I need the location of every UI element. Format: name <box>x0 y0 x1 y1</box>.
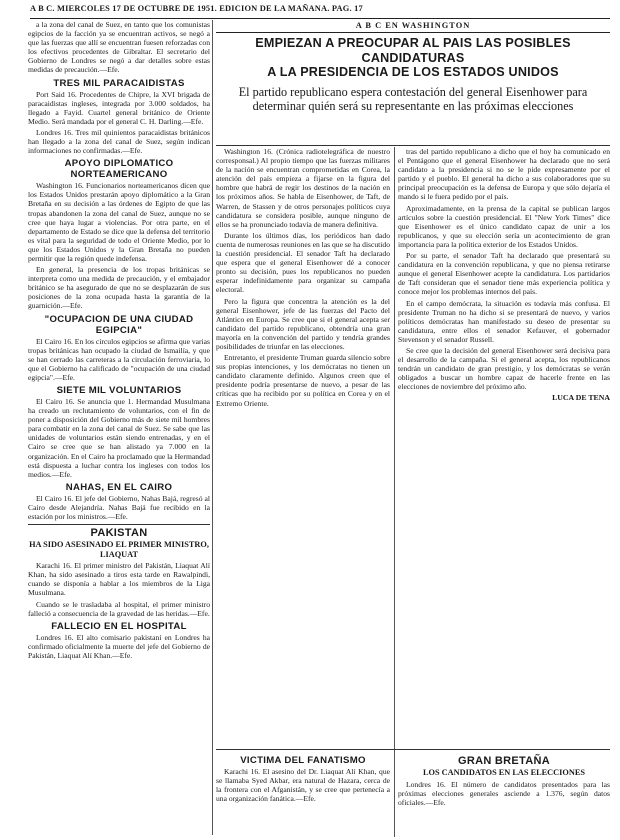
section-tres-mil-paracaidistas <box>28 78 210 156</box>
headline-line-1: EMPIEZAN A PREOCUPAR AL PAIS LAS POSIBLES CANDIDATURAS <box>255 36 571 65</box>
column-divider <box>212 20 213 835</box>
section-nahas-en-el-cairo <box>28 482 210 521</box>
byline-signature: LUCA DE TENA <box>552 393 610 403</box>
body-paragraph: Port Said 16. Procedentes de Chipre, la XVI brigada de paracaidistas ingleses, integrada por 3.000 soldados, ha llegado a Fayid. Cuartel general británico de Oriente Medio. Será mandada por el general C. H. Darling.—Efe. <box>28 89 210 126</box>
section-title: GRAN BRETAÑA <box>457 755 550 767</box>
body-paragraph: Pero la figura que concentra la atención es la del general Eisenhower, jefe de las fuerzas del Pacto del Atlántico en Europa. Se cree que si el general acepta ser candidato del partido republicano, obtendría una gran mayoría en la convención del partido y tendría grandes posibilidades de triunfar en las elecciones. <box>216 296 390 351</box>
body-paragraph: tras del partido republicano a dicho que el hoy ha comunicado en el Pentágono que el general Eisenhower ha declarado que no será candidato a la presidencia si no se le pide expresamente por el partido y el pueblo. El general ha dicho a sus colaboradores que su principal preocupación es la defensa de Europa y que sólo dejaría el mando si le fuera pedido por el país. <box>398 147 610 202</box>
section-apoyo-diplomatico <box>28 158 210 310</box>
body-paragraph: Londres 16. Tres mil quinientos paracaidistas británicos han llegado a la zona del canal de Suez, según indican informaciones no confirmadas.—Efe. <box>28 127 210 156</box>
section-fallecio-hospital <box>28 621 210 660</box>
section-siete-mil-voluntarios <box>28 385 210 479</box>
headline-line-2: A LA PRESIDENCIA DE LOS ESTADOS UNIDOS <box>267 65 559 79</box>
body-paragraph: Washington 16. Funcionarios norteamericanos dicen que los Estados Unidos prestarán apoyo diplomático a la Gran Bretaña en su decisión a las órdenes de Egipto de que las tropas abandonen la zona del canal de Suez, aunque no se cree que haya lugar a violencias. Por otra parte, en el departamento de Estado se dice que la defensa del territorio es vital para la seguridad de todo el Oriente Medio, por lo que los Estados Unidos y la Gran Bretaña no pueden permitir que la región quede indefensa. <box>28 181 210 263</box>
left-column <box>28 20 210 832</box>
header-rule <box>30 18 610 19</box>
section-title: TRES MIL PARACAIDISTAS <box>53 77 185 89</box>
body-paragraph: Aproximadamente, en la prensa de la capital se publican largos artículos sobre la cuestión presidencial. El "New York Times" dice que Eisenhower es el único candidato capaz de unir a los republicanos, y que su elección sería un acontecimiento de gran importancia para la política exterior de los Estados Unidos. <box>398 203 610 249</box>
body-paragraph: Se cree que la decisión del general Eisenhower será decisiva para el desarrollo de la campaña. Si el general acepta, los republicanos tendrán un candidato de gran prestigio, y los demócratas se verán obligados a buscar un hombre capaz de hacerle frente en las elecciones de noviembre del próximo año. <box>398 345 610 392</box>
body-paragraph: El Cairo 16. El jefe del Gobierno, Nahas Bajá, regresó al Cairo desde Alejandría. Nahas Bajá fue recibido en la estación por los ministros.—Efe. <box>28 493 210 522</box>
bottom-middle-article <box>216 752 390 838</box>
page-header: A B C. MIERCOLES 17 DE OCTUBRE DE 1951. EDICION DE LA MAÑANA. PAG. 17 <box>30 4 363 13</box>
section-title: SIETE MIL VOLUNTARIOS <box>56 385 182 396</box>
section-pakistan <box>28 524 210 618</box>
section-title: APOYO DIPLOMATICO NORTEAMERICANO <box>64 158 174 181</box>
section-title: "OCUPACION DE UNA CIUDAD EGIPCIA" <box>44 313 194 336</box>
main-article-banner <box>216 20 610 144</box>
body-paragraph: El Cairo 16. En los círculos egipcios se afirma que varias tropas británicas han ocupado la ciudad de Ismailía, y que se han cerrado las carreteras a la circulación ferroviaria, lo que el Gobierno ha calificado de "ocupación de una ciudad egipcia".—Efe. <box>28 336 210 382</box>
body-paragraph: Washington 16. (Crónica radiotelegráfica de nuestro corresponsal.) Al propio tiempo que las fuerzas militares de la nación se encuentran comprometidas en Corea, la atención del país empieza a fijarse en la figura del hombre que habrá de regir los destinos de la nación en los próximos años. Se habla de Eisenhower, de Taft, de Warren, de Stassen y de otros personajes políticos cuya candidatura se considera posible, aunque ninguno de ellos se ha pronunciado todavía de manera definitiva. <box>216 147 390 229</box>
body-paragraph: Karachi 16. El asesino del Dr. Liaquat Alí Khan, que se llamaba Syed Akbar, era natural de Hazara, cerca de la frontera con el Afganistán, y se cree que pertenecía a una organización fanática.—Efe. <box>216 767 390 804</box>
section-title: FALLECIO EN EL HOSPITAL <box>51 620 187 632</box>
subheadline: El partido republicano espera contestación del general Eisenhower para determinar quién será su representante en las próximas elecciones <box>238 84 588 113</box>
signature-line <box>398 393 610 402</box>
section-title: VICTIMA DEL FANATISMO <box>240 755 366 766</box>
middle-column <box>216 147 390 817</box>
body-paragraph: En el campo demócrata, la situación es todavía más confusa. El presidente Truman no ha dicho si se presentará de nuevo, y varios políticos demócratas han manifestado su deseo de presentar su candidatura, entre ellos el senador Kefauver, el gobernador Stevenson y el senador Russell. <box>398 298 610 344</box>
body-paragraph: En general, la presencia de los tropas británicas se interpreta como una medida de precaución, y el embajador británico se ha asegurado de que no se desplazarán de sus posiciones de la zona ocupada hasta la garantía de la guarnición.—Efe. <box>28 265 210 311</box>
intro-paragraph: a la zona del canal de Suez, en tanto que los comunistas egipcios de la facción ya se encuentran activos, se negó a que las fuerzas que allí se encuentran fuesen reforzadas con los efectivos procedentes de Gibraltar. El secretario del Gobierno de Londres se negó a dar detalles sobre estas medidas de precaución.—Efe. <box>28 20 210 75</box>
body-paragraph: Karachi 16. El primer ministro del Pakistán, Liaquat Alí Khan, ha sido asesinado a tiros esta tarde en Rawalpindi, cuando se disponía a hablar a los miembros de la Liga Musulmana. <box>28 561 210 598</box>
body-paragraph: Entretanto, el presidente Truman guarda silencio sobre sus propias intenciones, y los demócratas no tienen un candidato claramente definido. Algunos creen que el presidente podría presentarse de nuevo, a pesar de las críticas que ha recibido por su política en Corea y en el Extremo Oriente. <box>216 353 390 408</box>
body-paragraph: El Cairo 16. Se anuncia que 1. Hermandad Musulmana ha creado un reclutamiento de voluntarios, con el fin de poner a disposición del Gobierno más de siete mil hombres para combatir en la zona del canal de Suez. Se sabe que las unidades de voluntarios están siendo entrenadas, y en el Cairo se cree que se han alistado ya 7.000 en la organización. En el Cairo ha proclamado que la Hermandad está dispuesta a luchar contra los ingleses con todos los medios.—Efe. <box>28 397 210 479</box>
kicker-rule <box>216 32 610 33</box>
lower-section-rule <box>216 749 610 750</box>
body-paragraph: Cuando se le trasladaba al hospital, el primer ministro falleció a consecuencia de la gravedad de las heridas.—Efe. <box>28 599 210 618</box>
right-column <box>398 147 610 837</box>
section-subtitle: LOS CANDIDATOS EN LAS ELECCIONES <box>423 768 585 777</box>
section-title: PAKISTAN <box>28 524 210 539</box>
bottom-right-article <box>398 752 610 838</box>
section-ocupacion-ciudad <box>28 314 210 382</box>
article-kicker: A B C EN WASHINGTON <box>355 21 471 30</box>
section-title: NAHAS, EN EL CAIRO <box>65 481 173 493</box>
column-divider <box>394 147 395 837</box>
banner-rule <box>216 145 610 146</box>
body-paragraph: Durante los últimos días, los periódicos han dado cuenta de numerosas reuniones en las que se ha discutido la cuestión presidencial. El senador Taft ha declarado que espera que el general Eisenhower dé a conocer pronto su decisión, pues los republicanos no pueden esperar indefinidamente para organizar su campaña electoral. <box>216 230 390 295</box>
body-paragraph: Londres 16. El número de candidatos presentados para las próximas elecciones generales asciende a 1.376, según datos oficiales.—Efe. <box>398 779 610 807</box>
body-paragraph: Londres 16. El alto comisario pakistaní en Londres ha confirmado oficialmente la muerte del jefe del Gobierno de Pakistán, Liaquat Alí Khan.—Efe. <box>28 632 210 660</box>
section-subtitle: HA SIDO ASESINADO EL PRIMER MINISTRO, LIAQUAT <box>29 540 209 559</box>
body-paragraph: Por su parte, el senador Taft ha declarado que presentará su candidatura en la convención republicana, y que no piensa retirarse aunque el general Eisenhower acepte la candidatura. Los partidarios de Taft consideran que el senador tiene más experiencia política y conoce mejor los problemas internos del país. <box>398 251 610 297</box>
